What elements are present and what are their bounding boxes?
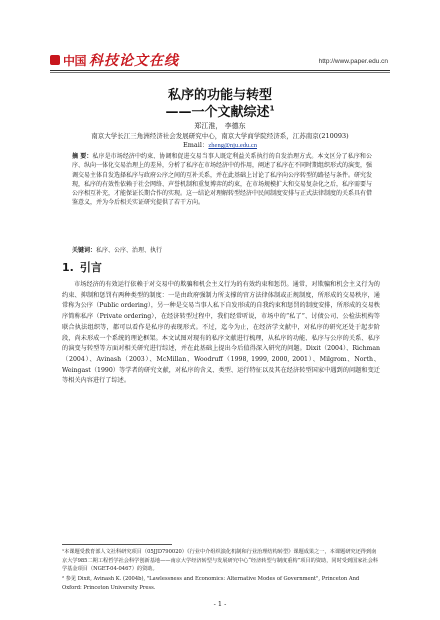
header-rule — [50, 70, 390, 71]
paper-keywords — [72, 245, 372, 254]
email-label: Email： — [182, 141, 209, 149]
paper-title-line1: 私序的功能与转型 — [167, 88, 272, 103]
section-body: 市场经济的有效运行依赖于对交易中的欺骗和机会主义行为的有效约束和惩罚。通常，对欺骗和机会主义行为的约束、抑制和惩罚有两种类型的制度：一是由政府强制力所支撑的官方法律体制或正规制度，所形成的交易秩序，通常称为公序（Public ordering），另一种是交易当事人私下自发形成的自我约束和惩罚的制度安排，所形成的交易秩序简称私序（Private ordering），在经济转型过程中，我们经常听说，市场中的“私了”、讨债公司、公检法机构等联合执法组织等，都可以看作是私序的表现形式。不过，迄今为止，在经济学文献中，对私序的研究还处于起步阶段，尚未形成一个系统的理论框架。本文试图对现有的私序文献进行梳理，从私序的功能、私序与公序的关系、私序的演变与转型等方面对相关研究进行综述，并在此基础上提出今后值得深入研究的问题。Dixit（2004）、Richman（2004）、Avinash（2003）、McMillan、Woodruff（1998, 1999, 2000, 2001）、Milgrom、North、Weingast（1990）等学者的研究文献，对私序的含义、类型、运行特征以及其在经济转型国家中遇到的问题和变迁等相关内容进行了综述。 — [62, 281, 380, 385]
header-url[interactable]: http://www.paper.edu.cn — [318, 58, 388, 65]
page-header — [0, 0, 440, 82]
logo-mark-icon — [50, 55, 60, 65]
keywords-text: 私序、公序、治理、执行 — [96, 247, 163, 254]
paper-title-line2-text: ——一个文献综述 — [165, 105, 270, 120]
email-link[interactable]: zheng@nju.edu.cn — [208, 142, 258, 149]
abstract-text: 私序是市场经济中约束、协调和促进交易当事人既定利益关系执行的自发治理方式。本文区分了私序和公序、纵向一体化交易治理上的差异，分析了私序在市场经济中的作用，阐述了私序在不同时期组织形式的演变，强调交易主体自发选择私序与政府公序之间的互补关系，并在此基础上讨论了私序向公序转型的路径与条件。研究发现，私序的有效性依赖于社会网络、声誉机制和重复博弈的约束，在市场规模扩大和交易复杂化之后，私序需要与公序相互补充，才能保证长期合作的实现。这一结论对理解转型经济中民间制度安排与正式法律制度的关系具有借鉴意义，并为今后相关实证研究提供了若干方向。 — [72, 153, 373, 207]
paper-affiliation: 南京大学长江三角洲经济社会发展研究中心，南京大学商学院经济系，江苏南京(210093) — [91, 132, 349, 140]
title-footnote-mark: 1 — [269, 104, 275, 113]
header-rule-thin — [50, 72, 390, 73]
logo-prefix: 中国 — [63, 53, 87, 68]
footnote-2: ² 参见 Dixit, Avinash K. (2004b), "Lawlessness and Economics: Alternative Modes of Government", Princeton And Oxford: Princeton University Press. — [62, 576, 360, 591]
footnote-1: ¹本课题受教育部人文社科研究项目（05JJD790020）《行业中介组织演化机制和行业治理结构转型》课题成果之一，本课题研究还得到南京大学985二期工程哲学社会科学创新基地——南京大学经济转型与发展研究中心“经济转型与制度重构”项目的资助，同时受到国家社会科学基金项目（NGET-04-0467）的资助。 — [62, 549, 379, 572]
paper-authors: 郑江淮， 李德东 — [194, 122, 246, 130]
paper-email-line — [0, 140, 440, 149]
section-heading — [62, 259, 102, 275]
keywords-label: 关键词： — [72, 247, 97, 254]
logo-main-text: 科技论文在线 — [89, 53, 180, 69]
paper-abstract — [72, 152, 372, 208]
abstract-label: 摘 要： — [72, 153, 93, 160]
paper-title-line2 — [0, 101, 440, 120]
page-number: - 1 - — [213, 600, 227, 608]
section-number: 1. — [62, 261, 74, 274]
journal-logo — [50, 50, 179, 70]
section-title: 引言 — [79, 261, 102, 274]
footnote-rule — [62, 544, 172, 545]
